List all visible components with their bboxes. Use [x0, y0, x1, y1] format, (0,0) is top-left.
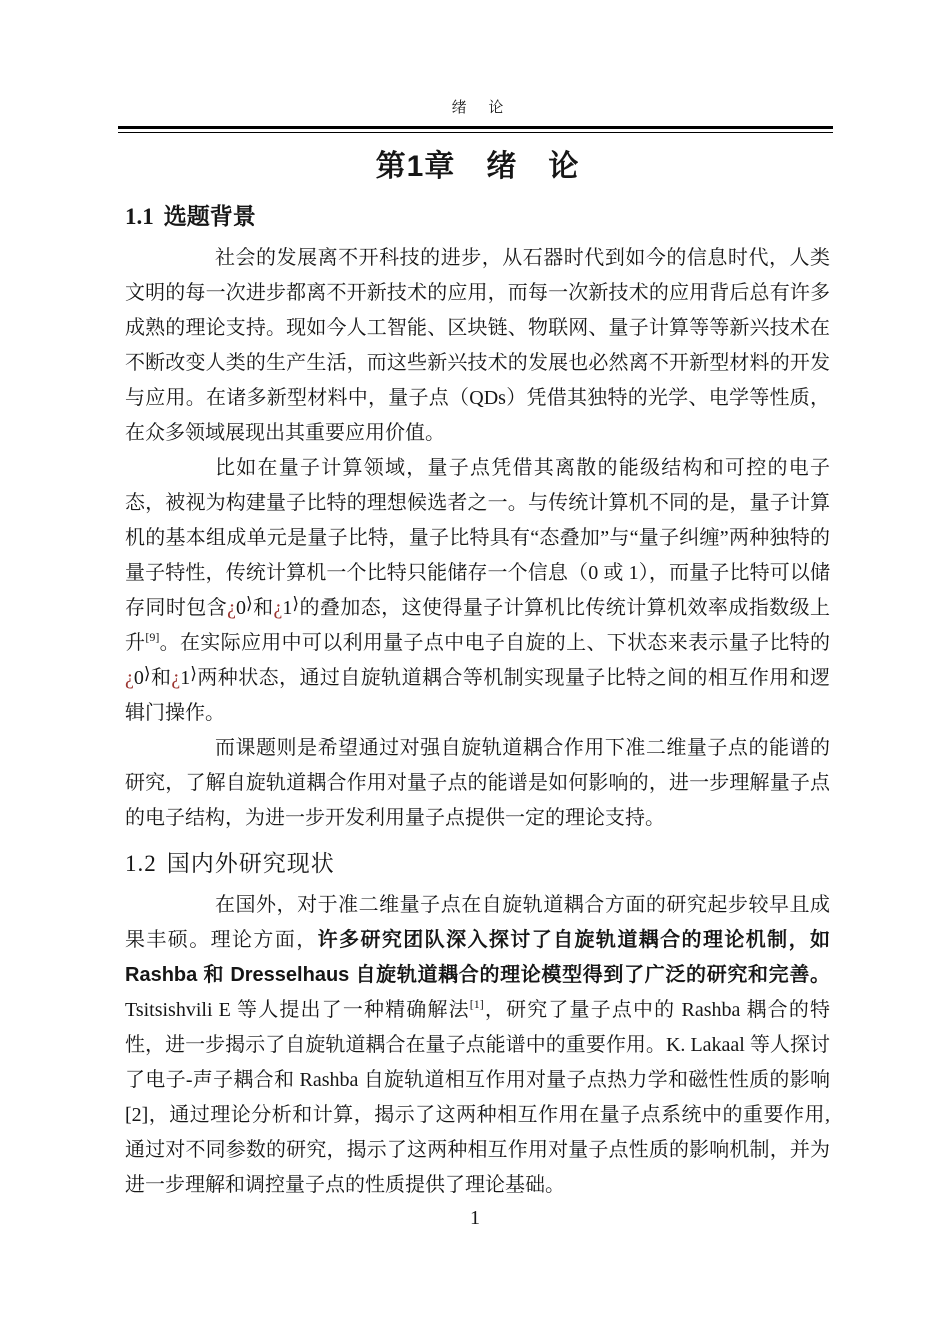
chapter-title: 第1章 绪 论 [375, 150, 580, 183]
header-double-rule [118, 126, 833, 133]
text-run: 和 [150, 667, 172, 689]
formula-mark: ¿ [273, 597, 283, 619]
text-run: 比如在量子计算领域，量子点凭借其离散的能级结构和可控的电子态，被视为构建量子比特的理想候选者之一。与传统计算机不同的是，量子计算机的基本组成单元是量子比特，量子比特具有“态叠加”与“量子纠缠”两种独特的量子特性，传统计算机一个比特只能储存一个信息（0 或 1），而量子比特可以储存同时包含 [125, 457, 830, 619]
running-head-title: 绪 论 [451, 100, 513, 116]
section-number: 1.2 [125, 851, 157, 876]
page-number: 1 [470, 1207, 480, 1229]
ket-bracket: ⟩ [246, 594, 253, 613]
formula-mark: ¿ [171, 667, 181, 689]
paragraph [125, 731, 830, 836]
text-run: 1 [180, 667, 191, 689]
ket-bracket: ⟩ [292, 594, 300, 613]
text-run: 的叠加态，这使得量子计算机比传统计算机效率成指数级上升 [125, 597, 831, 654]
ket-bracket: ⟩ [190, 664, 197, 683]
text-run: 而课题则是希望通过对强自旋轨道耦合作用下准二维量子点的能谱的研究，了解自旋轨道耦合作用对量子点的能谱是如何影响的，进一步理解量子点的电子结构，为进一步开发利用量子点提供一定的理论支持。 [125, 737, 830, 829]
text-run: 和 [252, 597, 274, 619]
formula-mark: ¿ [125, 667, 134, 689]
section-heading-1-2 [125, 846, 830, 881]
section-1-2-body [125, 888, 830, 1203]
text-run: Tsitsishvili E 等人提出了一种精确解法 [125, 999, 470, 1021]
text-run: 0 [236, 597, 247, 619]
ket-bracket: ⟩ [143, 664, 151, 683]
paragraph [125, 888, 830, 1203]
text-run: ，研究了量子点中的 Rashba 耦合的特性，进一步揭示了自旋轨道耦合在量子点能谱中的重要作用。K. Lakaal 等人探讨了电子-声子耦合和 Rashba 自旋轨道相互作用对量子点热力学和磁性性质的影响[2]，通过理论分析和计算，揭示了这两种相互作用在量子点系统中的重要作用,通过对不同参数的研究，揭示了这两种相互作用对量子点性质的影响机制，并为进一步理解和调控量子点的性质提供了理论基础。 [125, 999, 830, 1196]
text-run: 社会的发展离不开科技的进步，从石器时代到如今的信息时代，人类文明的每一次进步都离不开新技术的应用，而每一次新技术的应用背后总有许多成熟的理论支持。现如今人工智能、区块链、物联网、量子计算等等新兴技术在不断改变人类的生产生活，而这些新兴技术的发展也必然离不开新型材料的开发与应用。在诸多新型材料中，量子点（QDs）凭借其独特的光学、电学等性质，在众多领域展现出其重要应用价值。 [125, 247, 830, 444]
section-number: 1.1 [125, 204, 154, 229]
text-run: 。在实际应用中可以利用量子点中电子自旋的上、下状态来表示量子比特的 [159, 632, 831, 654]
text-run: 1 [282, 597, 293, 619]
section-heading-1-1 [125, 199, 830, 234]
paragraph [125, 241, 830, 451]
text-run: 许多研究团队深入探讨了自旋轨道耦合的理论机制，如 Rashba 和 Dresselhaus 自旋轨道耦合的理论模型得到了广泛的研究和完善。 [125, 929, 830, 986]
citation-superscript: [1] [469, 997, 484, 1011]
section-1-1-body [125, 241, 830, 836]
text-run: 在国外，对于准二维量子点在自旋轨道耦合方面的研究起步较早且成果丰硕。理论方面， [125, 894, 830, 951]
text-run: 两种状态，通过自旋轨道耦合等机制实现量子比特之间的相互作用和逻辑门操作。 [125, 667, 831, 724]
section-title: 选题背景 [163, 203, 256, 229]
formula-mark: ¿ [227, 597, 237, 619]
citation-superscript: [9] [145, 630, 160, 644]
text-run: 0 [133, 667, 144, 689]
section-title: 国内外研究现状 [166, 850, 335, 876]
paragraph [125, 451, 830, 731]
